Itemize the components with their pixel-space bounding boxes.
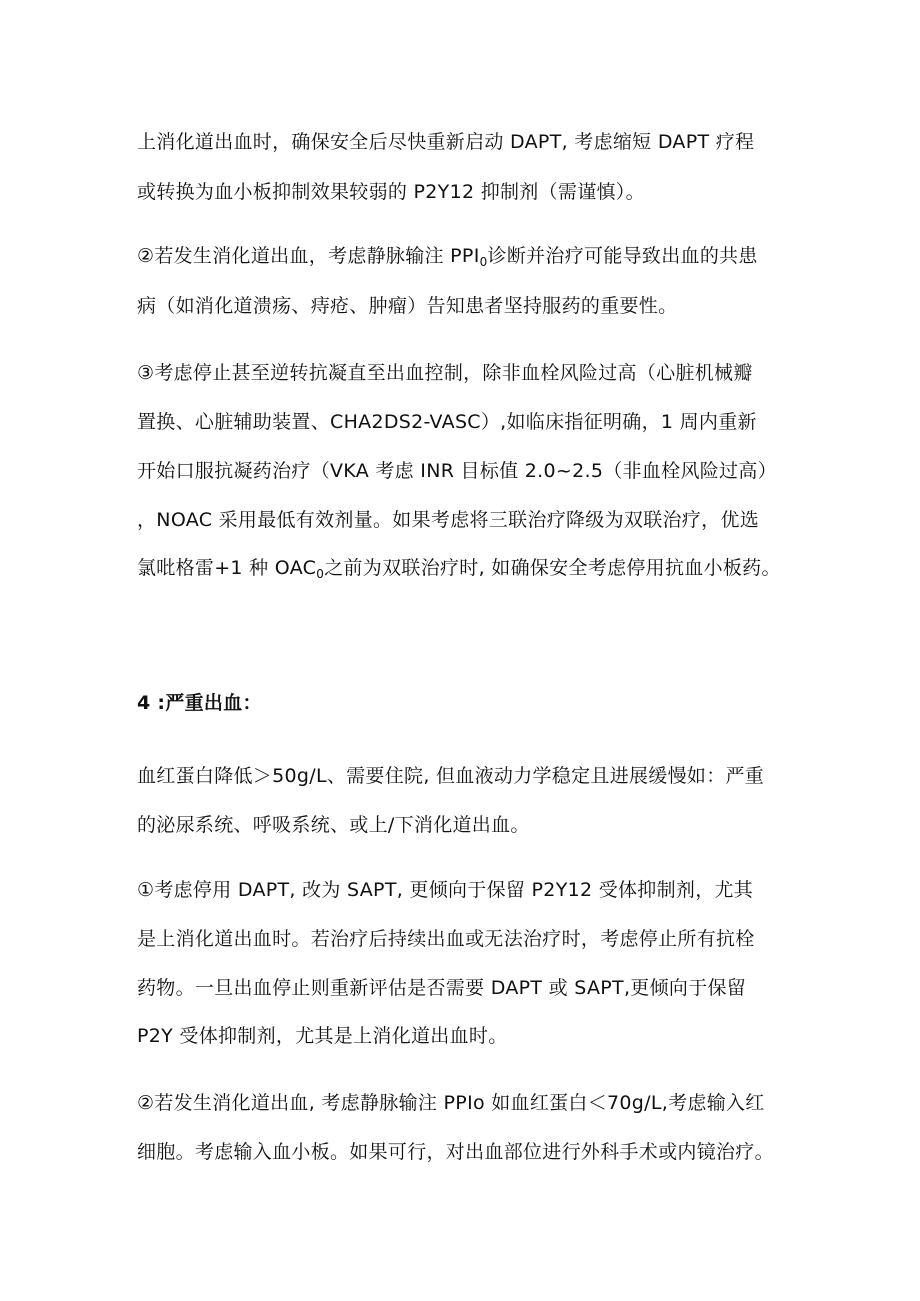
paragraph-line (137, 244, 758, 268)
paragraph-line (137, 556, 781, 580)
paragraph-line: ①考虑停用 DAPT, 改为 SAPT, 更倾向于保留 P2Y12 受体抑制剂，尤其 (137, 879, 754, 901)
subscript: 0 (479, 255, 488, 269)
subscript: 0 (316, 567, 325, 581)
text-run: 之前为双联治疗时, 如确保安全考虑停用抗血小板药。 (324, 557, 781, 579)
paragraph-line: 或转换为血小板抑制效果较弱的 P2Y12 抑制剂（需谨慎）。 (137, 181, 645, 203)
text-run: ②若发生消化道出血，考虑静脉输注 PPI (137, 245, 480, 267)
paragraph-line: 细胞。考虑输入血小板。如果可行，对出血部位进行外科手术或内镜治疗。 (137, 1141, 774, 1163)
paragraph-line: 药物。一旦出血停止则重新评估是否需要 DAPT 或 SAPT,更倾向于保留 (137, 977, 747, 999)
text-run: 氯吡格雷+1 种 OAC (137, 557, 317, 579)
paragraph-line: 上消化道出血时，确保安全后尽快重新启动 DAPT, 考虑缩短 DAPT 疗程 (137, 131, 755, 153)
paragraph-line: 的泌尿系统、呼吸系统、或上/下消化道出血。 (137, 814, 530, 836)
paragraph-line: 是上消化道出血时。若治疗后持续出血或无法治疗时，考虑停止所有抗栓 (137, 928, 755, 950)
paragraph-line: 置换、心脏辅助装置、CHA2DS2-VASC）,如临床指征明确，1 周内重新 (137, 411, 757, 433)
paragraph-line: ，NOAC 采用最低有效剂量。如果考虑将三联治疗降级为双联治疗，优选 (137, 509, 760, 531)
paragraph-line: P2Y 受体抑制剂，尤其是上消化道出血时。 (137, 1025, 508, 1047)
paragraph-line: 血红蛋白降低＞50g/L、需要住院, 但血液动力学稳定且进展缓慢如：严重 (137, 765, 765, 787)
paragraph-line: 病（如消化道溃疡、痔疮、肿瘤）告知患者坚持服药的重要性。 (137, 295, 678, 317)
paragraph-line: 开始口服抗凝药治疗（VKA 考虑 INR 目标值 2.0~2.5（非血栓风险过高） (137, 460, 777, 482)
text-run: 诊断并治疗可能导致出血的共患 (487, 245, 758, 267)
paragraph-line: ③考虑停止甚至逆转抗凝直至出血控制，除非血栓风险过高（心脏机械瓣 (137, 362, 753, 384)
paragraph-line: ②若发生消化道出血, 考虑静脉输注 PPIo 如血红蛋白＜70g/L,考虑输入红 (137, 1092, 765, 1114)
section-heading: 4 :严重出血： (137, 692, 262, 714)
